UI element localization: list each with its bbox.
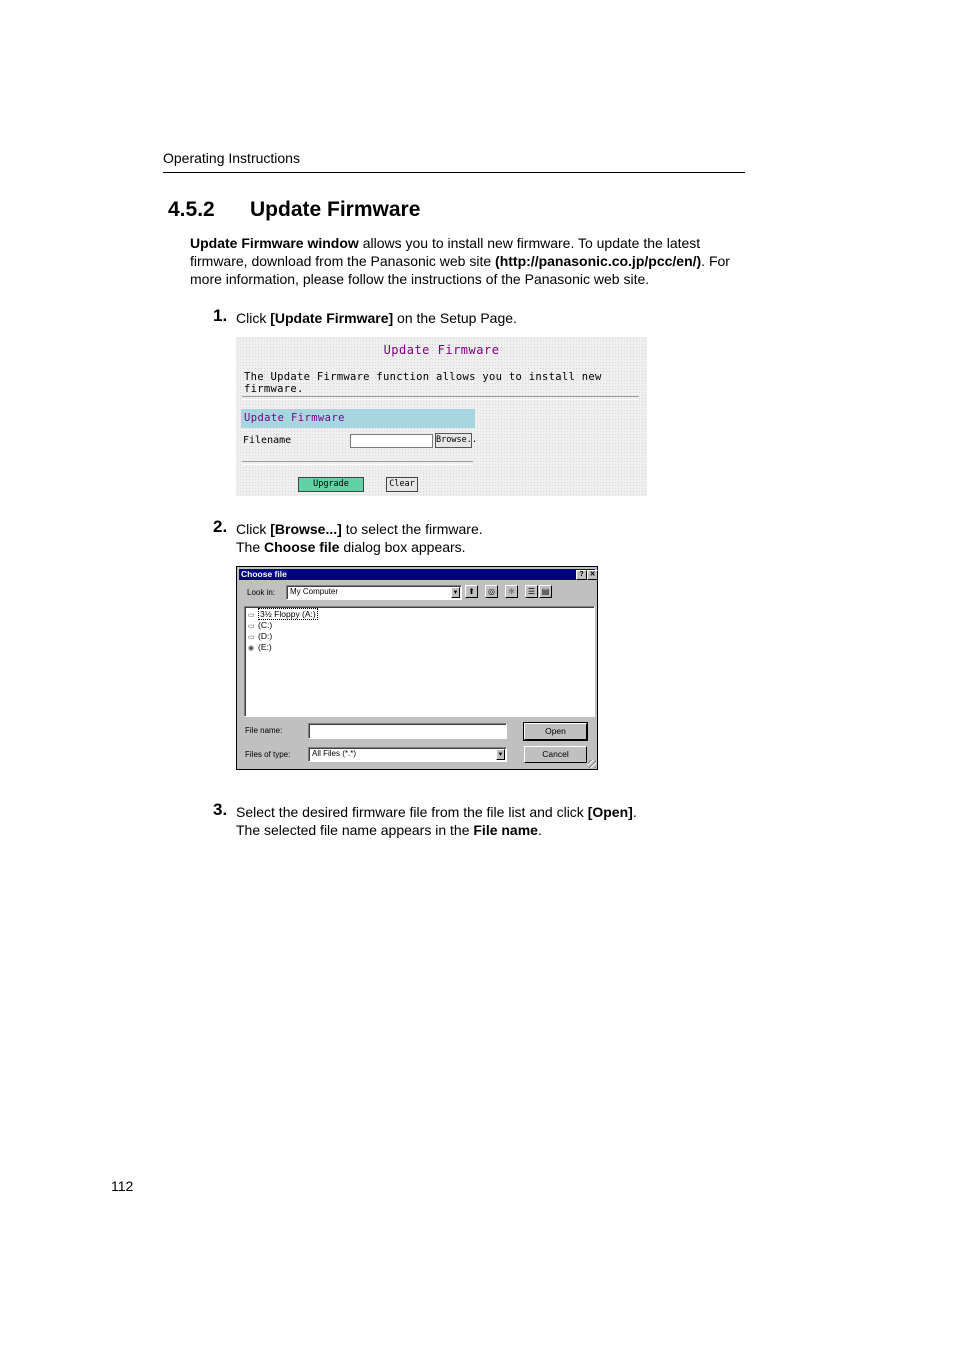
choose-file-dialog <box>236 566 598 770</box>
dialog-titlebar <box>239 569 595 580</box>
step-2-line2-bold: Choose file <box>264 539 340 555</box>
files-of-type-select[interactable] <box>308 747 507 762</box>
setup-page-title: Update Firmware <box>383 343 500 357</box>
intro-text-1: allows you to install new firmware. To update the latest firmware, download from the Panasonic web site <box>190 235 701 269</box>
setup-page-screenshot <box>236 337 647 496</box>
divider <box>242 461 473 465</box>
step-2-text <box>236 520 483 556</box>
resize-grip[interactable] <box>588 760 596 768</box>
step-2-bold: [Browse...] <box>270 521 342 537</box>
files-of-type-label: Files of type: <box>245 750 291 759</box>
section-bar-label: Update Firmware <box>244 412 345 424</box>
intro-url: (http://panasonic.co.jp/pcc/en/) <box>495 253 702 269</box>
intro-paragraph <box>190 234 750 288</box>
upgrade-button[interactable]: Upgrade <box>298 477 364 492</box>
list-view-icon[interactable]: ☰ <box>525 585 538 598</box>
filename-input[interactable] <box>350 434 433 448</box>
intro-text-2: . For more information, please follow the instructions of the Panasonic web site. <box>190 253 730 287</box>
list-item[interactable] <box>248 642 272 654</box>
step-3-number: 3. <box>213 800 228 819</box>
chevron-down-icon[interactable]: ▼ <box>451 587 460 598</box>
open-button[interactable]: Open <box>524 723 587 740</box>
hard-drive-icon: ▭ <box>248 623 255 630</box>
step-3-text <box>236 803 637 839</box>
cd-drive-icon: ◉ <box>248 645 255 652</box>
hard-drive-icon: ▭ <box>248 634 255 641</box>
list-item-label: (C:) <box>258 620 273 630</box>
running-header: Operating Instructions <box>163 150 300 166</box>
section-title: Update Firmware <box>250 198 421 221</box>
step-2-line2-post: dialog box appears. <box>339 539 466 555</box>
section-heading <box>168 198 420 222</box>
list-item-label: (D:) <box>258 631 273 641</box>
list-item-label: (E:) <box>258 642 272 652</box>
files-of-type-value: All Files (*.*) <box>312 749 357 758</box>
filename-label: Filename <box>243 435 292 446</box>
look-in-select[interactable] <box>286 585 462 600</box>
look-in-label: Look in: <box>247 588 276 597</box>
file-name-input[interactable] <box>308 723 507 739</box>
step-3-pre: Select the desired firmware file from the file list and click <box>236 804 588 820</box>
step-2-pre: Click <box>236 521 271 537</box>
browse-button[interactable]: Browse.. <box>435 433 472 448</box>
setup-page-description: The Update Firmware function allows you to install new firmware. <box>244 371 602 395</box>
file-name-label: File name: <box>245 726 283 735</box>
step-2-post: to select the firmware. <box>341 521 483 537</box>
divider <box>242 396 639 400</box>
file-list[interactable] <box>244 606 595 717</box>
close-button[interactable]: ✕ <box>587 570 598 580</box>
header-rule <box>163 172 745 173</box>
step-3-line2-pre: The selected file name appears in the <box>236 822 474 838</box>
step-3-line2-bold: File name <box>473 822 538 838</box>
step-2-line2-pre: The <box>236 539 265 555</box>
floppy-drive-icon: ▭ <box>248 612 255 619</box>
step-1-pre: Click <box>236 310 271 326</box>
up-folder-icon[interactable]: ⬆ <box>465 585 478 598</box>
step-3-line2-post: . <box>537 822 542 838</box>
look-in-value: My Computer <box>290 587 339 596</box>
intro-bold-lead: Update Firmware window <box>190 235 359 251</box>
step-1-bold: [Update Firmware] <box>270 310 394 326</box>
desktop-icon[interactable]: ◎ <box>485 585 498 598</box>
step-1-number: 1. <box>213 306 228 325</box>
step-3-post: . <box>632 804 637 820</box>
step-1-post: on the Setup Page. <box>393 310 517 326</box>
help-button[interactable]: ? <box>576 570 587 580</box>
chevron-down-icon[interactable]: ▼ <box>496 749 505 760</box>
step-2-number: 2. <box>213 517 228 536</box>
page-number: 112 <box>111 1178 134 1194</box>
list-item-label: 3½ Floppy (A:) <box>260 609 316 619</box>
step-3-bold: [Open] <box>587 804 633 820</box>
step-1-text <box>236 309 517 327</box>
details-view-icon[interactable]: ▤ <box>539 585 552 598</box>
section-number: 4.5.2 <box>168 198 215 221</box>
dialog-title: Choose file <box>241 569 287 579</box>
cancel-button[interactable]: Cancel <box>524 746 587 763</box>
clear-button[interactable]: Clear <box>386 477 418 492</box>
section-bar <box>241 409 475 428</box>
new-folder-icon[interactable]: ✱ <box>505 585 518 598</box>
